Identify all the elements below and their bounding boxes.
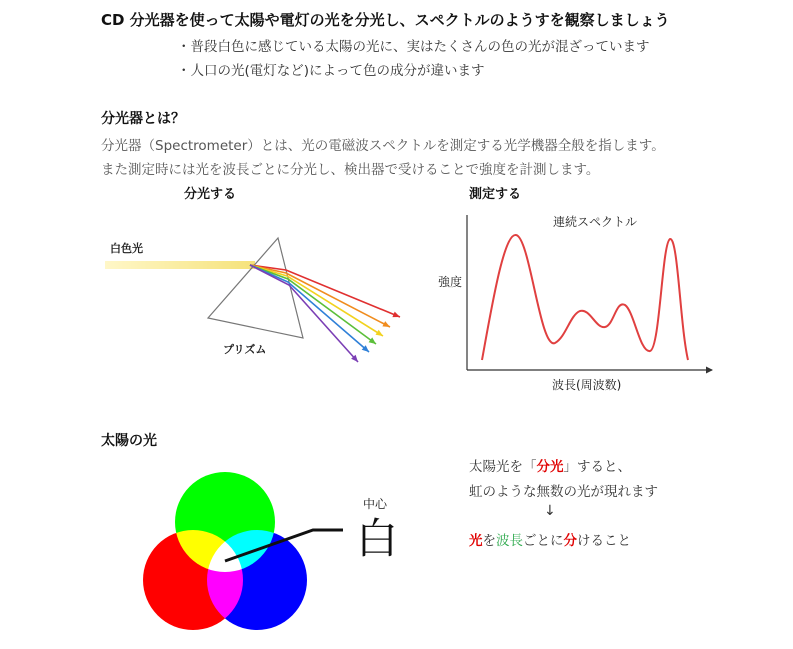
prism-diagram — [100, 205, 420, 385]
exp1-part-c: 」すると、 — [563, 459, 631, 475]
section-heading-sunlight: 太陽の光 — [101, 433, 157, 449]
center-label-small: 中心 — [363, 497, 388, 511]
figure-heading-disperse: 分光する — [184, 187, 237, 202]
prism-label: プリズム — [223, 343, 267, 356]
spectrum-graph — [430, 205, 730, 400]
page-title: CD 分光器を使って太陽や電灯の光を分光し、スペクトルのようすを観察しましょう — [101, 11, 670, 29]
exp1-part-a: 太陽光を「 — [469, 459, 537, 475]
exp3-light: 光 — [469, 533, 483, 549]
definition-line-1: 分光器（Spectrometer）とは、光の電磁波スペクトルを測定する光学機器全般を指します。 — [101, 138, 665, 154]
y-axis-label: 強度 — [438, 275, 463, 289]
bullet-item: ・人口の光(電灯など)によって色の成分が違います — [177, 63, 485, 79]
down-arrow: ↓ — [544, 503, 556, 519]
white-light-beam — [105, 261, 255, 269]
x-axis-label: 波長(周波数) — [552, 378, 622, 392]
curve-label: 連続スペクトル — [553, 215, 638, 229]
exp3-wo: を — [482, 533, 496, 549]
explanation-line-1 — [469, 455, 631, 475]
definition-line-2: また測定時には光を波長ごとに分光し、検出器で受けることで強度を計測します。 — [101, 162, 600, 178]
exp1-highlight: 分光 — [536, 459, 564, 475]
explanation-line-3 — [469, 529, 631, 549]
white-light-label: 白色光 — [110, 242, 143, 255]
explanation-line-2: 虹のような無数の光が現れます — [469, 484, 658, 500]
prism — [208, 238, 303, 338]
exp3-wavelength: 波長 — [496, 533, 523, 549]
exp3-ending: けること — [577, 533, 631, 549]
rgb-venn-diagram — [130, 465, 430, 645]
spectrum-rays — [250, 265, 400, 362]
section-heading-spectrometer: 分光器とは？ — [101, 111, 185, 127]
blue-circle — [207, 530, 307, 630]
exp3-divide: 分 — [563, 533, 577, 549]
bullet-item: ・普段白色に感じている太陽の光に、実はたくさんの色の光が混ざっています — [177, 39, 650, 55]
spectrum-curve — [482, 235, 688, 360]
exp3-gotoni: ごとに — [523, 533, 564, 549]
x-axis-arrow — [706, 367, 713, 374]
center-label-big: 白 — [356, 514, 399, 563]
figure-heading-measure: 測定する — [469, 187, 522, 202]
